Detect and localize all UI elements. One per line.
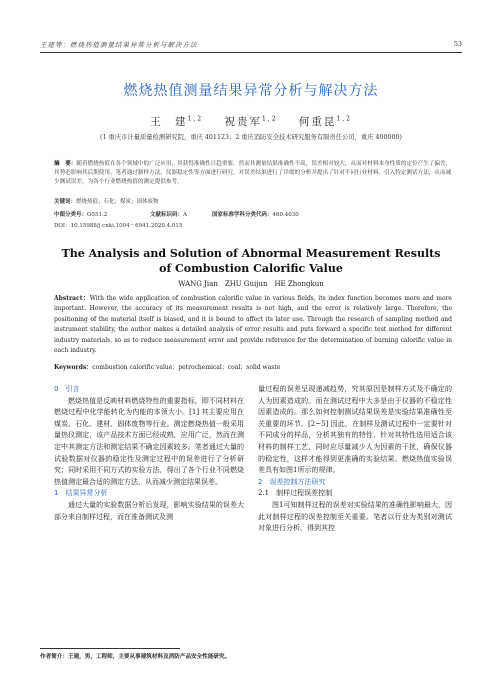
header-rule bbox=[40, 52, 462, 53]
subsection-heading: 2.1 制样过程误差控制 bbox=[258, 489, 333, 498]
body-paragraph: 燃烧热值是反映材料燃烧特性的重要指标，即不同材料在燃烧过程中化学能转化为内能的本领大小。[1] 其主要应用在煤炭、石化、建材、固体废物等行业。测定燃烧热值一般采用量热仪测定，该产品技术方面已经成熟，应用广泛，然而在测定中其测定方法和测定结果不确定因素较多。笔者通过大量的试验数据对仪器的稳定性及测定过程中的误差进行了分析研究；同时采用不同方式的实验方法，得出了各个行业不同燃烧热值测定最合适的测定方法，从而减少测定结果误差。 bbox=[54, 396, 244, 486]
section-heading-methods: 2 误差控制方法研究 bbox=[258, 477, 326, 486]
english-title: The Analysis and Solution of Abnormal Measurement Results of Combustion Calorific Value bbox=[61, 247, 441, 275]
body-paragraph: 量过程的误差呈现递减趋势，究其原因是制样方式及不确定的人为因素造成的。而在测试过程中大多是由于仪器的不稳定性因素造成的。那么如何控制测试结果误差是实验结果准确性至关重要的环节。[2~5] 因此，在制样及测试过程中一定要针对不同成分的样品，分析其独有的特性，针对其特性选用适合该材料的制样工艺，同时应尽量减少人为因素的干扰，确保仪器的稳定性，这样才能得到更准确的实验结果。燃烧热值实验误差具有如图1所示的规律。 bbox=[258, 385, 452, 475]
chinese-keywords: 关键词：燃烧热值；石化；煤炭；固体废物 bbox=[54, 199, 159, 205]
body-paragraph: 通过大量的实验数据分析后发现，影响实验结果的误差大部分来自制样过程，而在准备测试及测 bbox=[54, 500, 244, 521]
author-3: 何重昆 bbox=[298, 116, 337, 128]
body-paragraph: 图1可知制样过程的误差对实验结果的准确性影响最大，因此对制样过程的误差控制至关重要。笔者以行业为类别对测试对象进行分析，得到其控 bbox=[258, 500, 452, 533]
english-abstract: Abstract：With the wide application of combustion calorific value in various fields, its index function becomes more and more important. However, the accuracy of its measurement results is not high, and the error is relatively large. Therefore, the positioning of the material itself is biased, and it is bound to affect its later use. Through the research of sampling method and instrument stability, the author makes a detailed analysis of error results and puts forward a specific test method for different industry materials, so as to reduce measurement error and provide reference for the determination of burning calorific value in each industry. bbox=[54, 295, 452, 355]
footnote-author-bio: 作者简介：王建，男，工程师，主要从事建筑材料及消防产品安全性能研究。 bbox=[40, 654, 231, 660]
footnote-rule bbox=[40, 648, 180, 649]
chinese-title: 燃烧热值测量结果异常分析与解决方法 bbox=[123, 83, 379, 99]
running-header bbox=[40, 40, 462, 52]
doi: DOI：10.15988/j.cnki.1004－6941.2020.4.015 bbox=[54, 223, 183, 229]
author-1: 王 建 bbox=[150, 116, 188, 128]
section-heading-results: 1 结果异常分析 bbox=[54, 489, 108, 498]
english-authors: WANG Jian ZHU Guijun HE Zhongkun bbox=[178, 280, 324, 288]
right-column bbox=[258, 384, 452, 535]
section-heading-intro: 0 引言 bbox=[54, 385, 80, 393]
left-column bbox=[54, 384, 244, 523]
chinese-authors: 王 建$^{1,2}$ 祝贵军$^{1,2}$ 何重昆$^{1,2}$ bbox=[150, 115, 352, 128]
page-number: 53 bbox=[453, 40, 462, 48]
chinese-affiliation: (1 重庆市计量质量检测研究院，重庆 401123；2 重庆消防安全技术研究服务有限责任公司，重庆 400000) bbox=[100, 134, 402, 141]
chinese-abstract: 摘 要：随着燃烧热值在各个领域中的广泛应用，其获得准确性日趋重要，然而其测量结果准确性不高，误差相对较大，从而对材料本身性质的定位产生了偏差，其势必影响其后期使用。笔者通过制样方法、仪器稳定性等方面进行研究，对误差结果进行了详细的分析并提出了针对不同行业材料，引入特定测试方法，从而减少测试误差，为各个行业燃烧热值的测定提供参考。 bbox=[54, 161, 452, 186]
running-title: 王建等：燃烧热值测量结果异常分析与解决方法 bbox=[40, 41, 198, 49]
author-2: 祝贵军 bbox=[224, 116, 262, 128]
english-keywords: Keywords：combustion calorific value；petrochemical；coal；solid waste bbox=[54, 364, 281, 371]
classification-codes: 中图分类号：O551.2 文献标识码：A 国家标准学科分类代码：460.4030 bbox=[54, 212, 299, 218]
